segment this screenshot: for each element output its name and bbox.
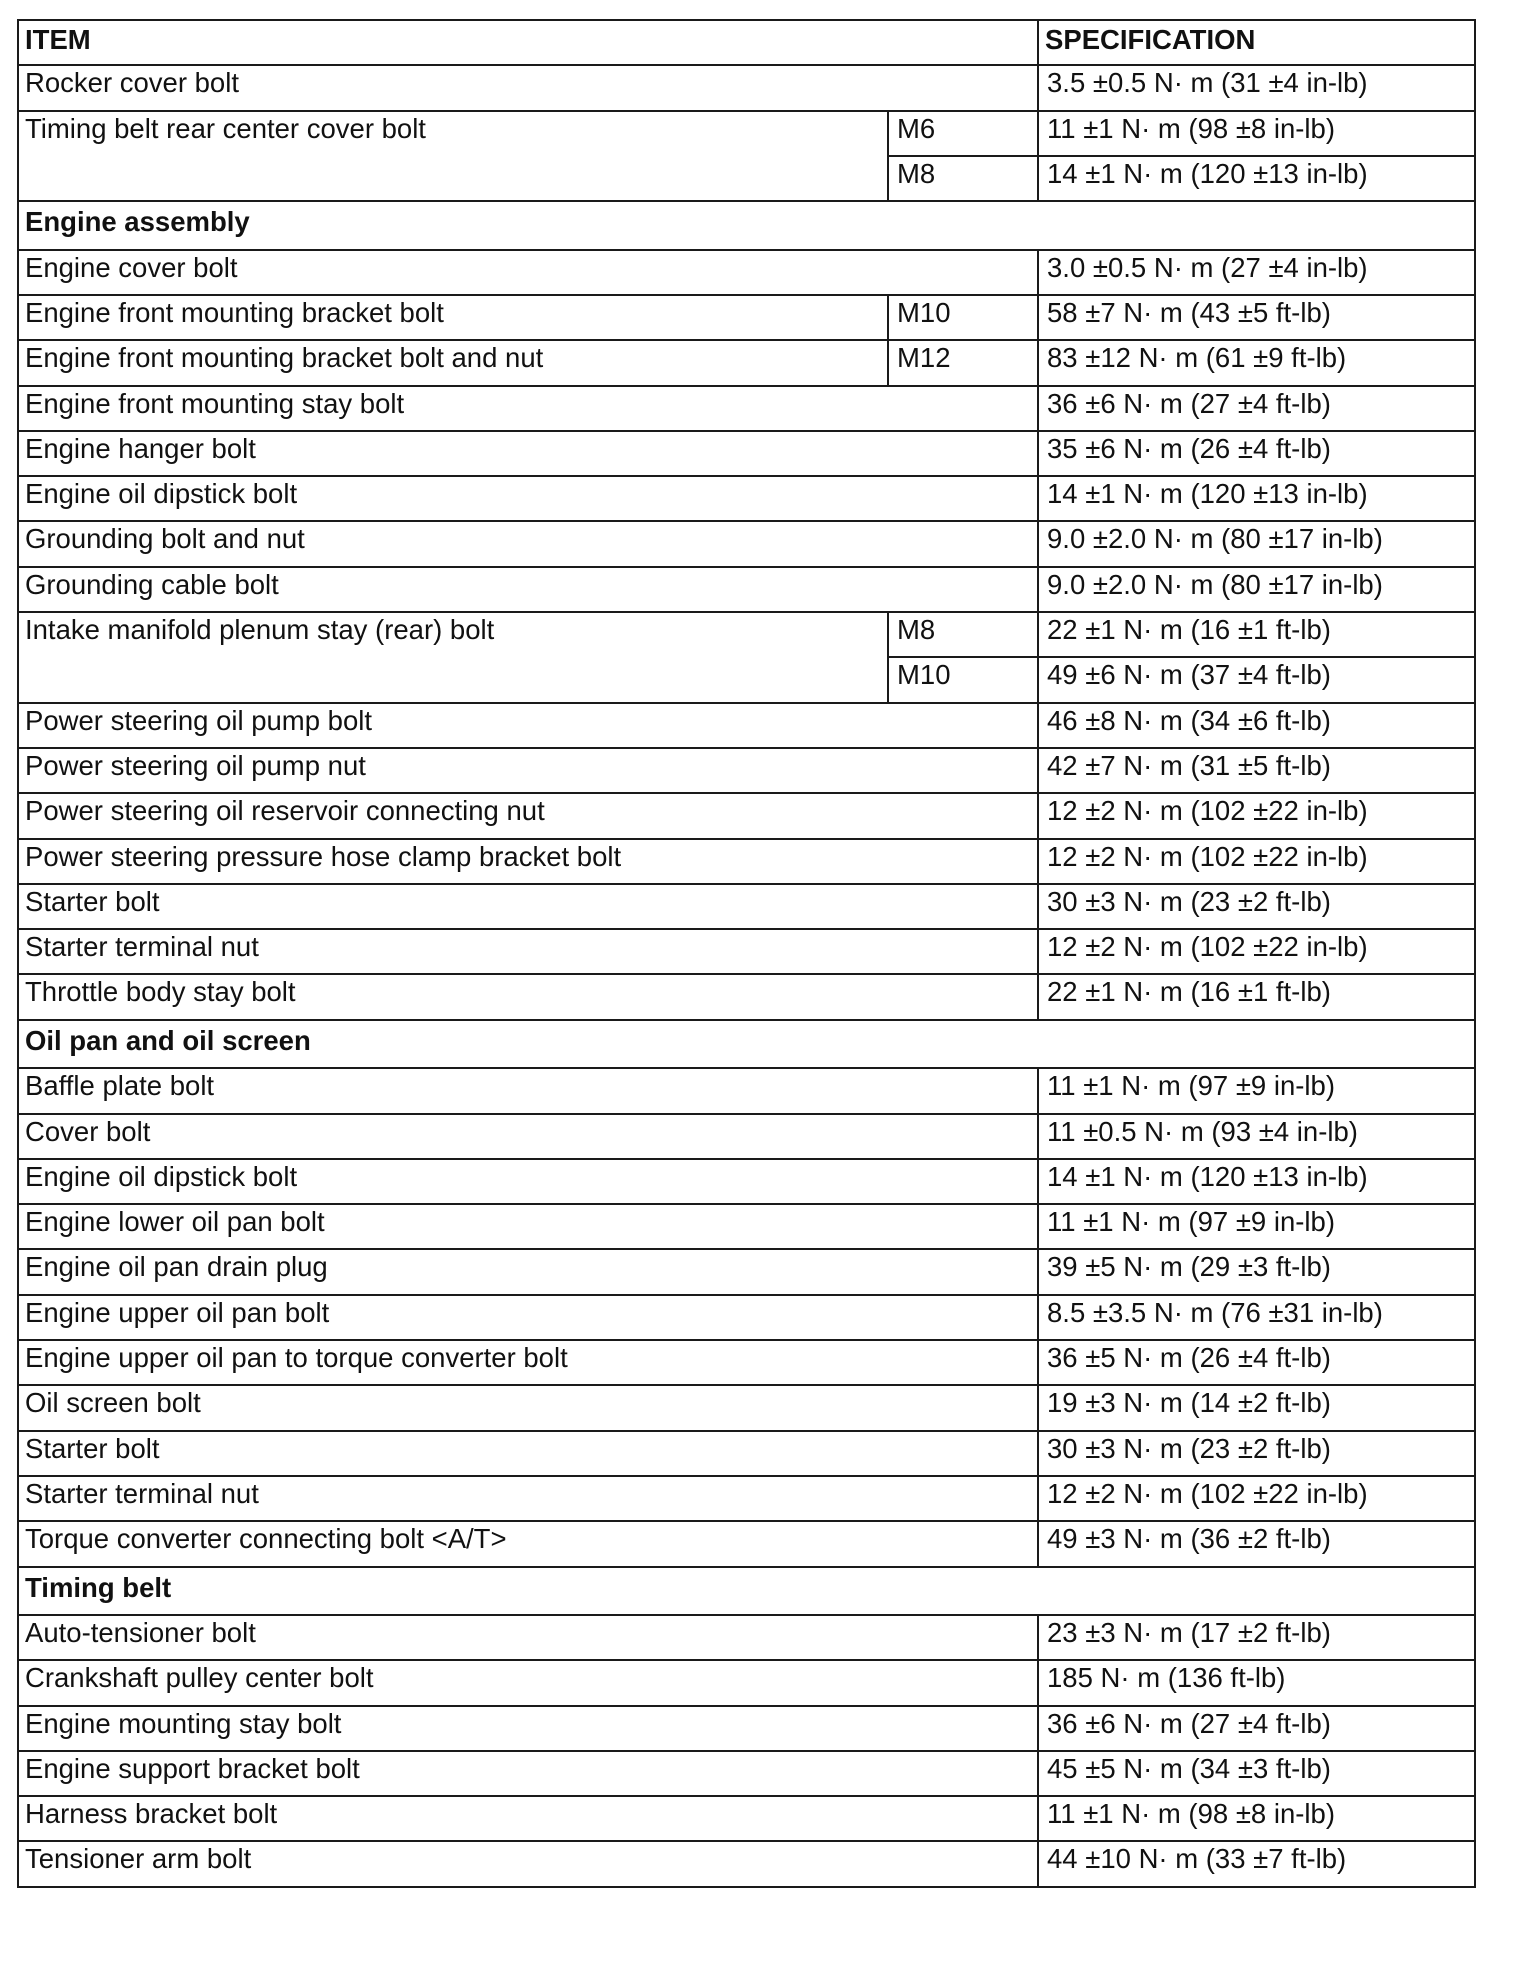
spec-cell: 19 ±3 N· m (14 ±2 ft-lb) [1038,1385,1475,1430]
spec-cell: 46 ±8 N· m (34 ±6 ft-lb) [1038,703,1475,748]
spec-cell: 12 ±2 N· m (102 ±22 in-lb) [1038,793,1475,838]
table-row [18,1249,1475,1294]
table-row [18,65,1475,110]
table-row [18,386,1475,431]
item-cell: Engine upper oil pan bolt [18,1295,1038,1340]
table-row [18,1660,1475,1705]
item-cell: Grounding cable bolt [18,567,1038,612]
size-cell: M10 [888,295,1038,340]
spec-cell: 14 ±1 N· m (120 ±13 in-lb) [1038,1159,1475,1204]
table-row [18,1068,1475,1113]
table-row [18,1431,1475,1476]
spec-cell: 185 N· m (136 ft-lb) [1038,1660,1475,1705]
table-row [18,250,1475,295]
item-cell: Rocker cover bolt [18,65,1038,110]
table-row [18,612,1475,657]
table-row [18,1340,1475,1385]
spec-cell: 12 ±2 N· m (102 ±22 in-lb) [1038,1476,1475,1521]
item-cell: Starter bolt [18,1431,1038,1476]
item-cell: Engine support bracket bolt [18,1751,1038,1796]
section-row [18,201,1475,250]
spec-cell: 36 ±6 N· m (27 ±4 ft-lb) [1038,1706,1475,1751]
spec-cell: 14 ±1 N· m (120 ±13 in-lb) [1038,156,1475,201]
section-row [18,1020,1475,1069]
item-cell: Engine front mounting bracket bolt and nut [18,340,888,385]
table-row [18,111,1475,156]
header-row [18,20,1475,65]
spec-cell: 11 ±1 N· m (98 ±8 in-lb) [1038,1796,1475,1841]
spec-cell: 9.0 ±2.0 N· m (80 ±17 in-lb) [1038,567,1475,612]
table-row [18,431,1475,476]
spec-cell: 9.0 ±2.0 N· m (80 ±17 in-lb) [1038,521,1475,566]
section-title: Oil pan and oil screen [18,1020,1475,1069]
item-cell: Auto-tensioner bolt [18,1615,1038,1660]
header-item: ITEM [18,20,1038,65]
header-specification: SPECIFICATION [1038,20,1475,65]
item-cell: Starter terminal nut [18,1476,1038,1521]
size-cell: M8 [888,156,1038,201]
item-cell: Harness bracket bolt [18,1796,1038,1841]
item-cell: Oil screen bolt [18,1385,1038,1430]
spec-cell: 58 ±7 N· m (43 ±5 ft-lb) [1038,295,1475,340]
spec-cell: 45 ±5 N· m (34 ±3 ft-lb) [1038,1751,1475,1796]
table-row [18,1841,1475,1886]
table-row [18,1796,1475,1841]
table-row [18,567,1475,612]
item-cell: Engine oil dipstick bolt [18,476,1038,521]
table-row [18,929,1475,974]
spec-cell: 42 ±7 N· m (31 ±5 ft-lb) [1038,748,1475,793]
item-cell: Engine oil dipstick bolt [18,1159,1038,1204]
section-title: Engine assembly [18,201,1475,250]
item-cell: Power steering pressure hose clamp bracket bolt [18,839,1038,884]
item-cell: Tensioner arm bolt [18,1841,1038,1886]
spec-cell: 39 ±5 N· m (29 ±3 ft-lb) [1038,1249,1475,1294]
table-row [18,884,1475,929]
table-body [18,65,1475,1886]
item-cell: Power steering oil pump bolt [18,703,1038,748]
item-cell: Engine oil pan drain plug [18,1249,1038,1294]
table-row [18,1521,1475,1566]
item-cell: Engine upper oil pan to torque converter bolt [18,1340,1038,1385]
table-row [18,839,1475,884]
table-row [18,1159,1475,1204]
spec-cell: 3.5 ±0.5 N· m (31 ±4 in-lb) [1038,65,1475,110]
spec-cell: 30 ±3 N· m (23 ±2 ft-lb) [1038,884,1475,929]
spec-cell: 49 ±3 N· m (36 ±2 ft-lb) [1038,1521,1475,1566]
size-cell: M12 [888,340,1038,385]
spec-cell: 11 ±0.5 N· m (93 ±4 in-lb) [1038,1114,1475,1159]
item-cell: Engine lower oil pan bolt [18,1204,1038,1249]
spec-cell: 8.5 ±3.5 N· m (76 ±31 in-lb) [1038,1295,1475,1340]
spec-cell: 11 ±1 N· m (98 ±8 in-lb) [1038,111,1475,156]
spec-cell: 36 ±6 N· m (27 ±4 ft-lb) [1038,386,1475,431]
table-row [18,1476,1475,1521]
spec-cell: 36 ±5 N· m (26 ±4 ft-lb) [1038,1340,1475,1385]
spec-cell: 22 ±1 N· m (16 ±1 ft-lb) [1038,612,1475,657]
item-cell: Throttle body stay bolt [18,974,1038,1019]
table-row [18,1385,1475,1430]
table-row [18,703,1475,748]
table-row [18,1114,1475,1159]
spec-cell: 83 ±12 N· m (61 ±9 ft-lb) [1038,340,1475,385]
table-row [18,1295,1475,1340]
spec-cell: 23 ±3 N· m (17 ±2 ft-lb) [1038,1615,1475,1660]
spec-cell: 22 ±1 N· m (16 ±1 ft-lb) [1038,974,1475,1019]
size-cell: M6 [888,111,1038,156]
torque-spec-table [17,19,1476,1888]
section-title: Timing belt [18,1567,1475,1616]
table-row [18,340,1475,385]
spec-cell: 12 ±2 N· m (102 ±22 in-lb) [1038,929,1475,974]
item-cell: Engine front mounting stay bolt [18,386,1038,431]
spec-cell: 11 ±1 N· m (97 ±9 in-lb) [1038,1204,1475,1249]
table-row [18,1706,1475,1751]
item-cell: Engine cover bolt [18,250,1038,295]
item-cell: Power steering oil reservoir connecting nut [18,793,1038,838]
item-cell: Starter terminal nut [18,929,1038,974]
table-row [18,748,1475,793]
spec-cell: 44 ±10 N· m (33 ±7 ft-lb) [1038,1841,1475,1886]
item-cell: Crankshaft pulley center bolt [18,1660,1038,1705]
table-row [18,974,1475,1019]
table-row [18,476,1475,521]
section-row [18,1567,1475,1616]
item-cell: Cover bolt [18,1114,1038,1159]
item-cell: Engine mounting stay bolt [18,1706,1038,1751]
item-cell: Baffle plate bolt [18,1068,1038,1113]
table-row [18,295,1475,340]
table-row [18,1751,1475,1796]
table-row [18,521,1475,566]
item-cell: Engine front mounting bracket bolt [18,295,888,340]
table-row [18,1615,1475,1660]
item-cell: Engine hanger bolt [18,431,1038,476]
item-cell: Starter bolt [18,884,1038,929]
spec-cell: 30 ±3 N· m (23 ±2 ft-lb) [1038,1431,1475,1476]
spec-cell: 11 ±1 N· m (97 ±9 in-lb) [1038,1068,1475,1113]
item-cell: Timing belt rear center cover bolt [18,111,888,202]
item-cell: Power steering oil pump nut [18,748,1038,793]
spec-cell: 14 ±1 N· m (120 ±13 in-lb) [1038,476,1475,521]
spec-cell: 12 ±2 N· m (102 ±22 in-lb) [1038,839,1475,884]
size-cell: M8 [888,612,1038,657]
spec-cell: 49 ±6 N· m (37 ±4 ft-lb) [1038,657,1475,702]
item-cell: Grounding bolt and nut [18,521,1038,566]
spec-cell: 3.0 ±0.5 N· m (27 ±4 in-lb) [1038,250,1475,295]
spec-cell: 35 ±6 N· m (26 ±4 ft-lb) [1038,431,1475,476]
item-cell: Torque converter connecting bolt <A/T> [18,1521,1038,1566]
table-row [18,793,1475,838]
item-cell: Intake manifold plenum stay (rear) bolt [18,612,888,703]
size-cell: M10 [888,657,1038,702]
table-row [18,1204,1475,1249]
